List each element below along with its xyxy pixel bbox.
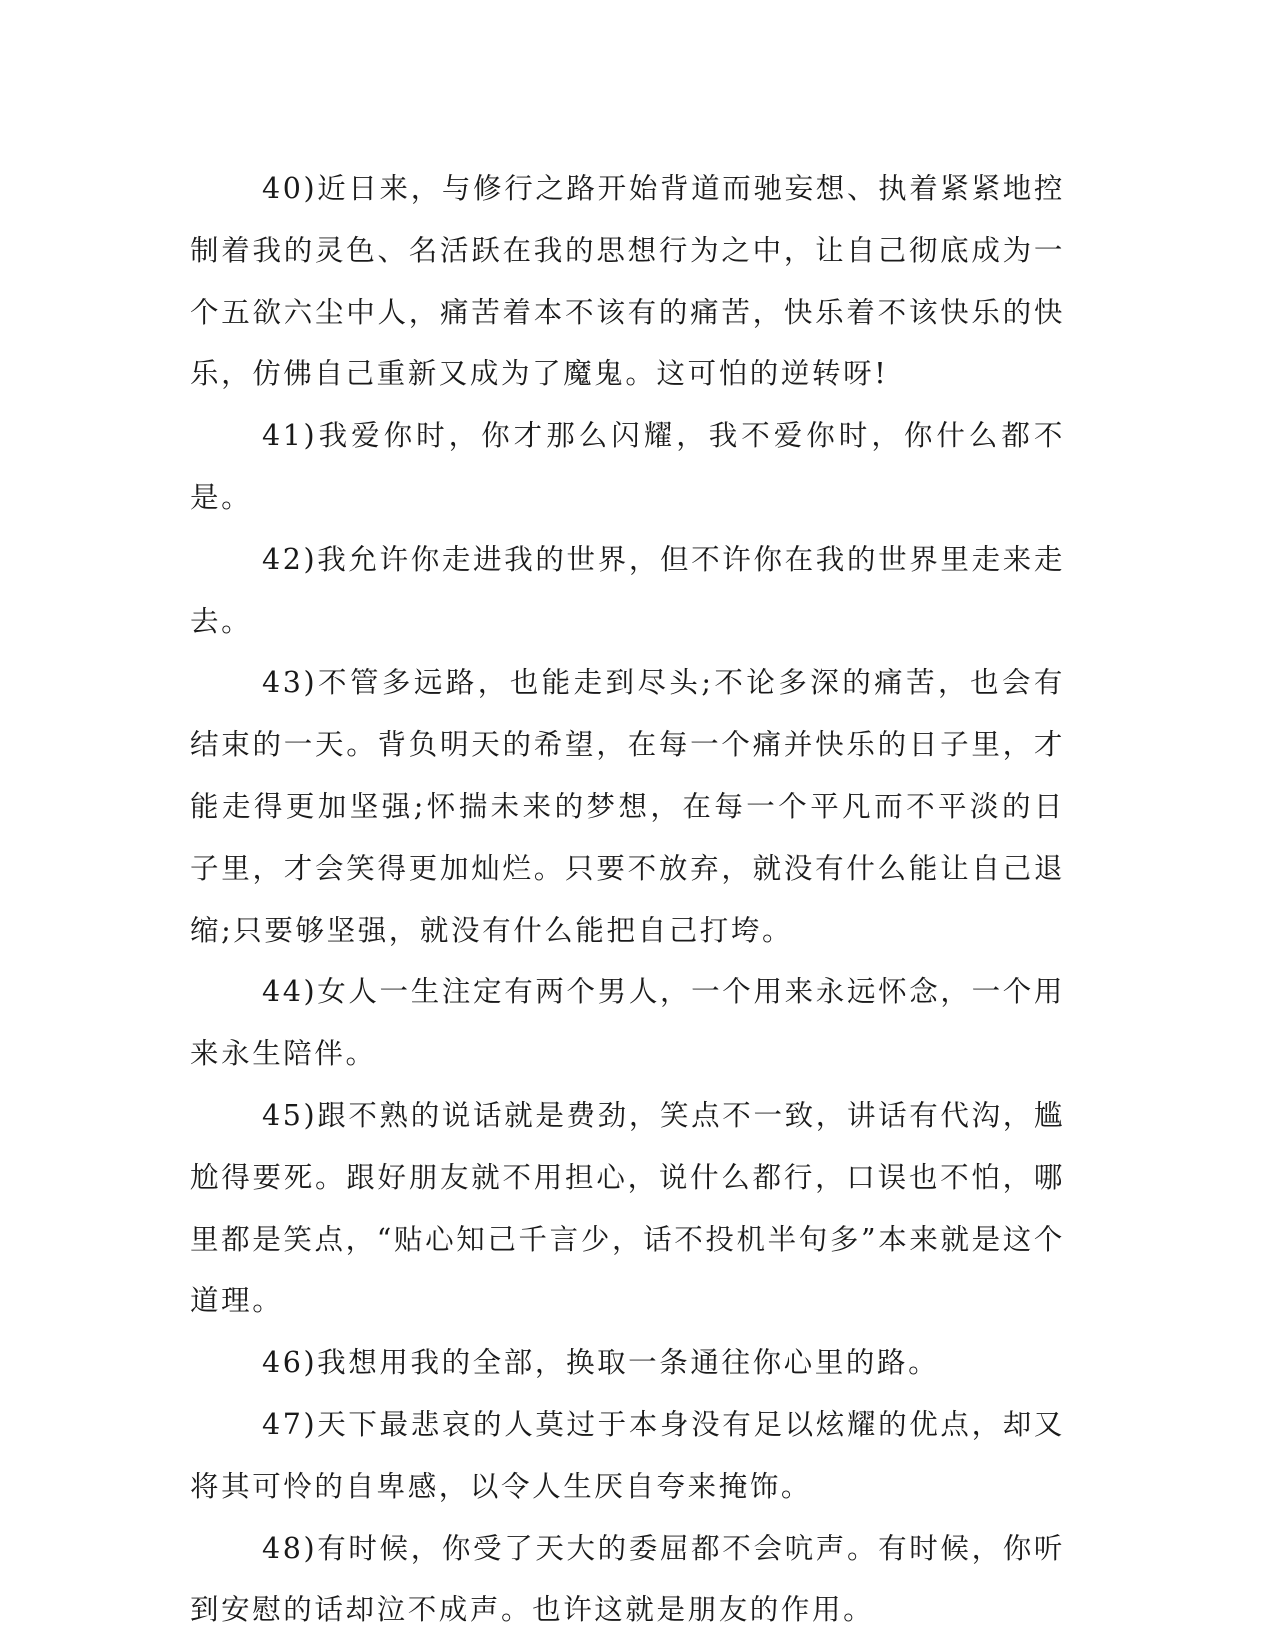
paragraph-42: 42)我允许你走进我的世界，但不许你在我的世界里走来走去。	[190, 542, 1065, 638]
paragraph-47: 47)天下最悲哀的人莫过于本身没有足以炫耀的优点，却又将其可怜的自卑感，以令人生厌自夸来掩饰。	[190, 1407, 1065, 1503]
paragraph-46: 46)我想用我的全部，换取一条通往你心里的路。	[262, 1346, 940, 1380]
paragraph-40: 40)近日来，与修行之路开始背道而驰妄想、执着紧紧地控制着我的灵色、名活跃在我的思想行为之中，让自己彻底成为一个五欲六尘中人，痛苦着本不该有的痛苦，快乐着不该快乐的快乐，仿佛自己重新又成为了魔鬼。这可怕的逆转呀!	[190, 172, 1065, 391]
paragraph-45: 45)跟不熟的说话就是费劲，笑点不一致，讲话有代沟，尴尬得要死。跟好朋友就不用担心，说什么都行，口误也不怕，哪里都是笑点，“贴心知己千言少，话不投机半句多”本来就是这个道理。	[190, 1098, 1065, 1318]
paragraph-43: 43)不管多远路，也能走到尽头;不论多深的痛苦，也会有结束的一天。背负明天的希望，在每一个痛并快乐的日子里，才能走得更加坚强;怀揣未来的梦想，在每一个平凡而不平淡的日子里，才会笑得更加灿烂。只要不放弃，就没有什么能让自己退缩;只要够坚强，就没有什么能把自己打垮。	[190, 666, 1065, 947]
paragraph-44: 44)女人一生注定有两个男人，一个用来永远怀念，一个用来永生陪伴。	[190, 975, 1065, 1071]
body-text	[190, 158, 1065, 1641]
paragraph-48: 48)有时候，你受了天大的委屈都不会吭声。有时候，你听到安慰的话却泣不成声。也许这就是朋友的作用。	[190, 1531, 1065, 1627]
paragraph-41: 41)我爱你时，你才那么闪耀，我不爱你时，你什么都不是。	[190, 419, 1065, 514]
